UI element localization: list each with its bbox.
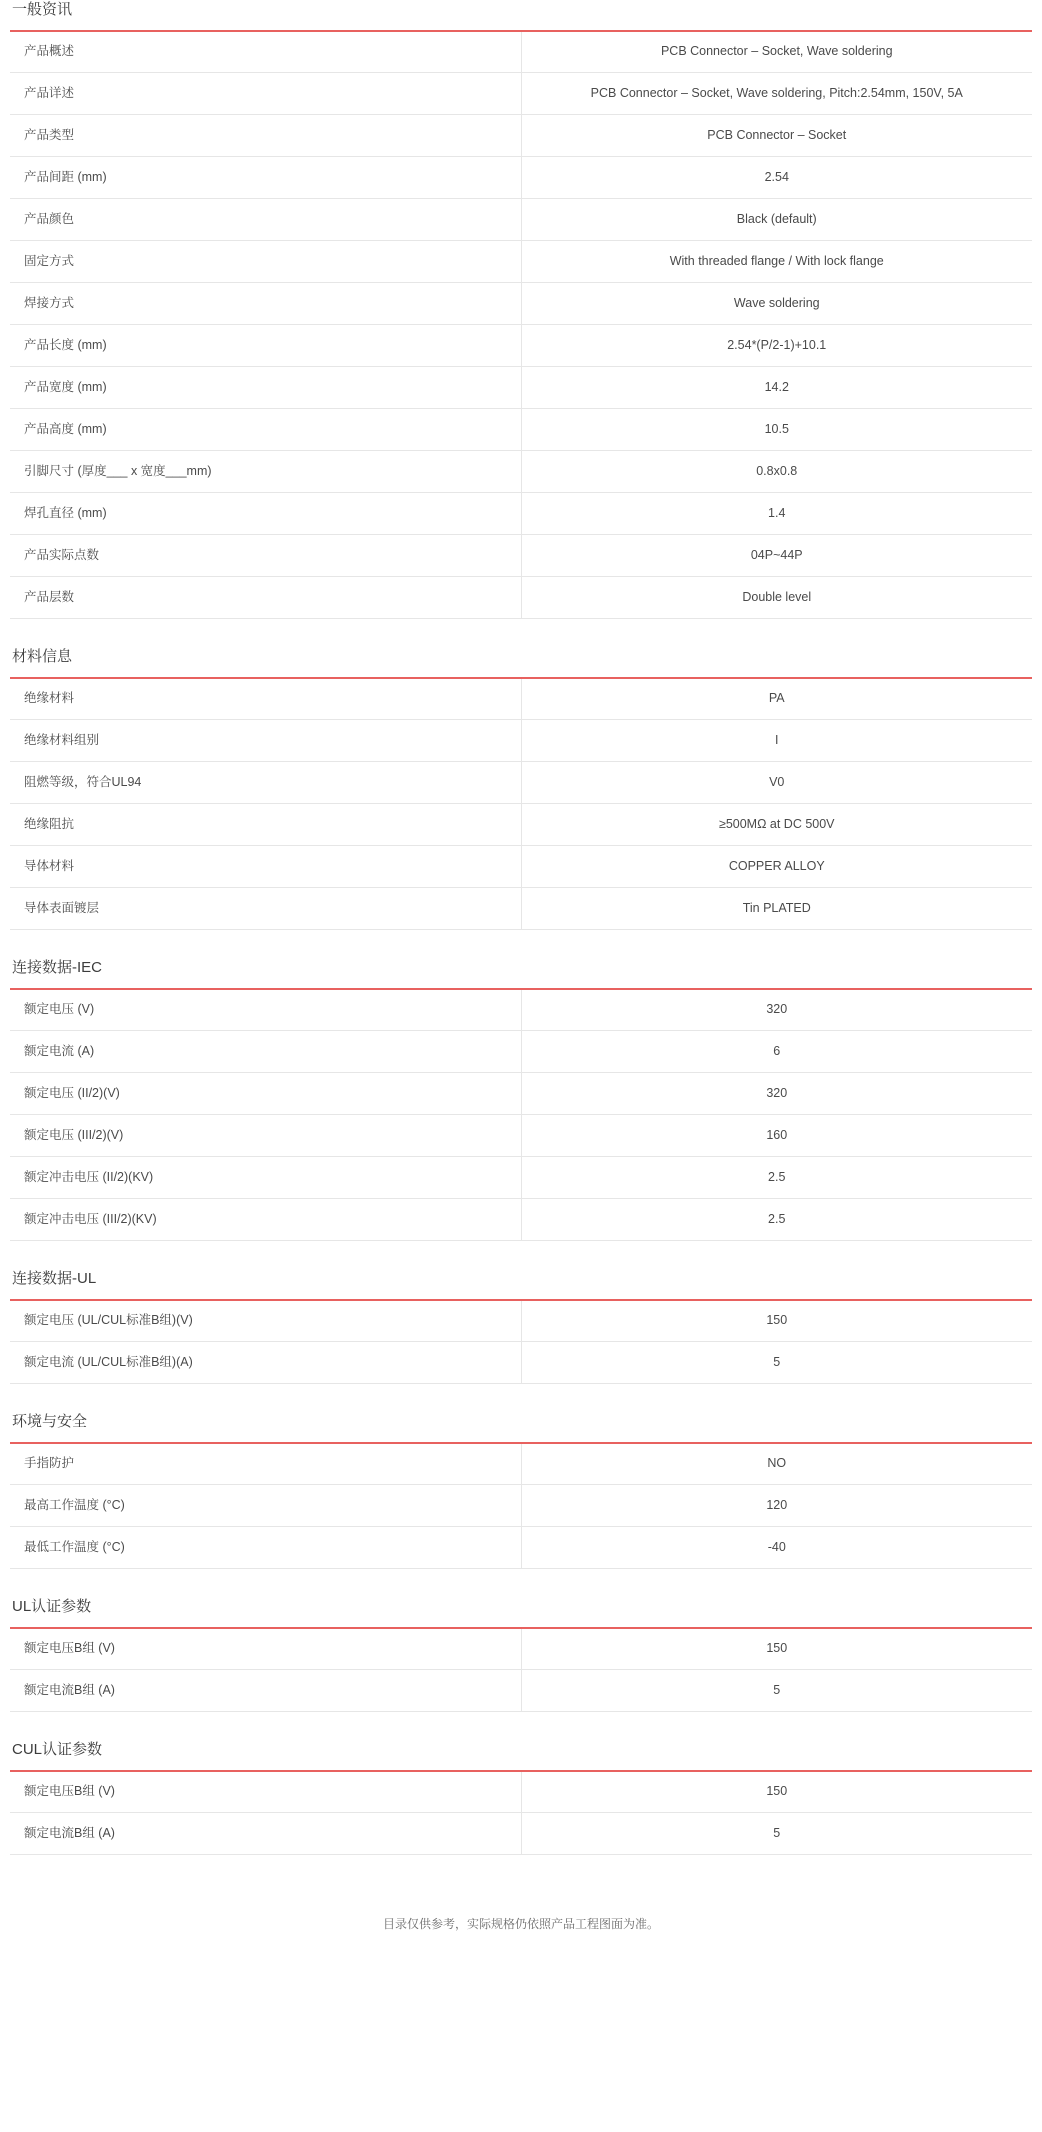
- table-row: [10, 451, 1032, 493]
- table-row: [10, 1527, 1032, 1569]
- section-title: 材料信息: [12, 648, 73, 665]
- spec-key: 额定冲击电压 (III/2)(KV): [10, 1199, 521, 1241]
- table-row: [10, 1771, 1032, 1813]
- spec-value: 160: [766, 1127, 788, 1142]
- spec-value: 10.5: [764, 421, 789, 436]
- spec-key: 绝缘材料: [10, 678, 521, 720]
- table-row: [10, 1342, 1032, 1384]
- table-row: [10, 1115, 1032, 1157]
- table-row: [10, 762, 1032, 804]
- spec-value: COPPER ALLOY: [728, 858, 825, 873]
- spec-value: Wave soldering: [733, 295, 820, 310]
- spec-value: PCB Connector – Socket, Wave soldering: [660, 44, 893, 58]
- spec-table: [10, 1627, 1032, 1713]
- spec-value: With threaded flange / With lock flange: [669, 253, 884, 268]
- spec-key: 最高工作温度 (°C): [10, 1485, 521, 1527]
- spec-key: 额定电压 (UL/CUL标准B组)(V): [10, 1300, 521, 1342]
- table-row: [10, 989, 1032, 1031]
- table-row: [10, 31, 1032, 73]
- table-row: [10, 1300, 1032, 1342]
- table-row: [10, 115, 1032, 157]
- table-row: [10, 1813, 1032, 1855]
- spec-key: 产品实际点数: [10, 535, 521, 577]
- table-row: [10, 1199, 1032, 1241]
- spec-key: 绝缘阻抗: [10, 804, 521, 846]
- spec-key: 产品颜色: [10, 199, 521, 241]
- spec-key: 产品间距 (mm): [10, 157, 521, 199]
- spec-key: 引脚尺寸 (厚度___ x 宽度___mm): [10, 451, 521, 493]
- spec-sections: [10, 0, 1032, 1855]
- spec-value: ≥500MΩ at DC 500V: [718, 816, 835, 831]
- spec-value: I: [775, 732, 779, 747]
- table-row: [10, 157, 1032, 199]
- table-row: [10, 1628, 1032, 1670]
- spec-value: Tin PLATED: [742, 900, 811, 915]
- spec-value: 150: [766, 1784, 788, 1798]
- spec-key: 额定电压 (III/2)(V): [10, 1115, 521, 1157]
- spec-section: [10, 1712, 1032, 1855]
- spec-value: NO: [767, 1456, 787, 1470]
- spec-table: [10, 30, 1032, 620]
- spec-value: 320: [766, 1002, 788, 1016]
- spec-key: 额定冲击电压 (II/2)(KV): [10, 1157, 521, 1199]
- spec-value: 2.5: [768, 1169, 786, 1184]
- section-title: 连接数据-UL: [12, 1270, 97, 1287]
- spec-key: 产品高度 (mm): [10, 409, 521, 451]
- spec-table: [10, 677, 1032, 931]
- spec-key: 固定方式: [10, 241, 521, 283]
- table-row: [10, 493, 1032, 535]
- table-row: [10, 1157, 1032, 1199]
- spec-key: 焊孔直径 (mm): [10, 493, 521, 535]
- footer-note: 目录仅供参考，实际规格仍依照产品工程图面为准。: [382, 1917, 659, 1931]
- spec-key: 焊接方式: [10, 283, 521, 325]
- spec-table: [10, 1442, 1032, 1570]
- table-row: [10, 1073, 1032, 1115]
- spec-value: 150: [766, 1641, 788, 1655]
- spec-table: [10, 1770, 1032, 1856]
- spec-key: 最低工作温度 (°C): [10, 1527, 521, 1569]
- spec-key: 手指防护: [10, 1443, 521, 1485]
- section-title: 连接数据-IEC: [12, 959, 103, 976]
- table-row: [10, 73, 1032, 115]
- spec-key: 额定电压B组 (V): [10, 1628, 521, 1670]
- spec-key: 额定电压B组 (V): [10, 1771, 521, 1813]
- spec-table: [10, 1299, 1032, 1385]
- spec-key: 绝缘材料组别: [10, 720, 521, 762]
- spec-value: -40: [767, 1539, 786, 1554]
- spec-table: [10, 988, 1032, 1242]
- spec-value: Black (default): [736, 211, 817, 226]
- table-row: [10, 1670, 1032, 1712]
- table-row: [10, 720, 1032, 762]
- spec-value: PCB Connector – Socket: [707, 127, 847, 142]
- spec-key: 产品详述: [10, 73, 521, 115]
- table-row: [10, 367, 1032, 409]
- spec-value: 0.8x0.8: [756, 463, 798, 478]
- spec-value: 320: [766, 1085, 788, 1100]
- table-row: [10, 1485, 1032, 1527]
- spec-key: 额定电压 (II/2)(V): [10, 1073, 521, 1115]
- spec-value: 5: [773, 1354, 781, 1369]
- table-row: [10, 1031, 1032, 1073]
- spec-value: Double level: [742, 589, 812, 604]
- section-title: 环境与安全: [12, 1413, 88, 1430]
- spec-section: [10, 0, 1032, 619]
- spec-key: 产品长度 (mm): [10, 325, 521, 367]
- spec-value: 120: [766, 1497, 788, 1512]
- spec-key: 额定电流 (A): [10, 1031, 521, 1073]
- table-row: [10, 325, 1032, 367]
- table-row: [10, 846, 1032, 888]
- spec-value: PA: [768, 691, 785, 705]
- spec-key: 产品类型: [10, 115, 521, 157]
- spec-value: 2.54*(P/2-1)+10.1: [727, 337, 827, 352]
- spec-value: 5: [773, 1825, 781, 1840]
- section-title: 一般资讯: [12, 1, 73, 18]
- spec-key: 产品层数: [10, 577, 521, 619]
- table-row: [10, 283, 1032, 325]
- spec-value: 6: [773, 1043, 781, 1058]
- spec-section: [10, 619, 1032, 930]
- spec-value: 04P~44P: [750, 547, 803, 562]
- spec-value: 150: [766, 1313, 788, 1327]
- section-title: UL认证参数: [12, 1598, 92, 1615]
- spec-key: 阻燃等级，符合UL94: [10, 762, 521, 804]
- spec-key: 额定电流B组 (A): [10, 1813, 521, 1855]
- spec-value: 5: [773, 1682, 781, 1697]
- spec-value: 2.5: [768, 1211, 786, 1226]
- spec-section: [10, 1569, 1032, 1712]
- spec-value: PCB Connector – Socket, Wave soldering, Pitch:2.54mm, 150V, 5A: [590, 85, 963, 100]
- spec-value: 1.4: [768, 505, 786, 520]
- spec-key: 额定电压 (V): [10, 989, 521, 1031]
- table-row: [10, 241, 1032, 283]
- spec-key: 导体表面镀层: [10, 888, 521, 930]
- table-row: [10, 1443, 1032, 1485]
- spec-section: [10, 1384, 1032, 1569]
- spec-value: 14.2: [764, 379, 789, 394]
- table-row: [10, 678, 1032, 720]
- table-row: [10, 535, 1032, 577]
- spec-key: 额定电流B组 (A): [10, 1670, 521, 1712]
- spec-section: [10, 1241, 1032, 1384]
- table-row: [10, 409, 1032, 451]
- spec-value: 2.54: [764, 169, 789, 184]
- spec-value: V0: [769, 774, 785, 789]
- spec-key: 产品概述: [10, 31, 521, 73]
- spec-key: 产品宽度 (mm): [10, 367, 521, 409]
- table-row: [10, 804, 1032, 846]
- spec-key: 额定电流 (UL/CUL标准B组)(A): [10, 1342, 521, 1384]
- table-row: [10, 577, 1032, 619]
- spec-section: [10, 930, 1032, 1241]
- table-row: [10, 199, 1032, 241]
- table-row: [10, 888, 1032, 930]
- section-title: CUL认证参数: [12, 1741, 103, 1758]
- spec-key: 导体材料: [10, 846, 521, 888]
